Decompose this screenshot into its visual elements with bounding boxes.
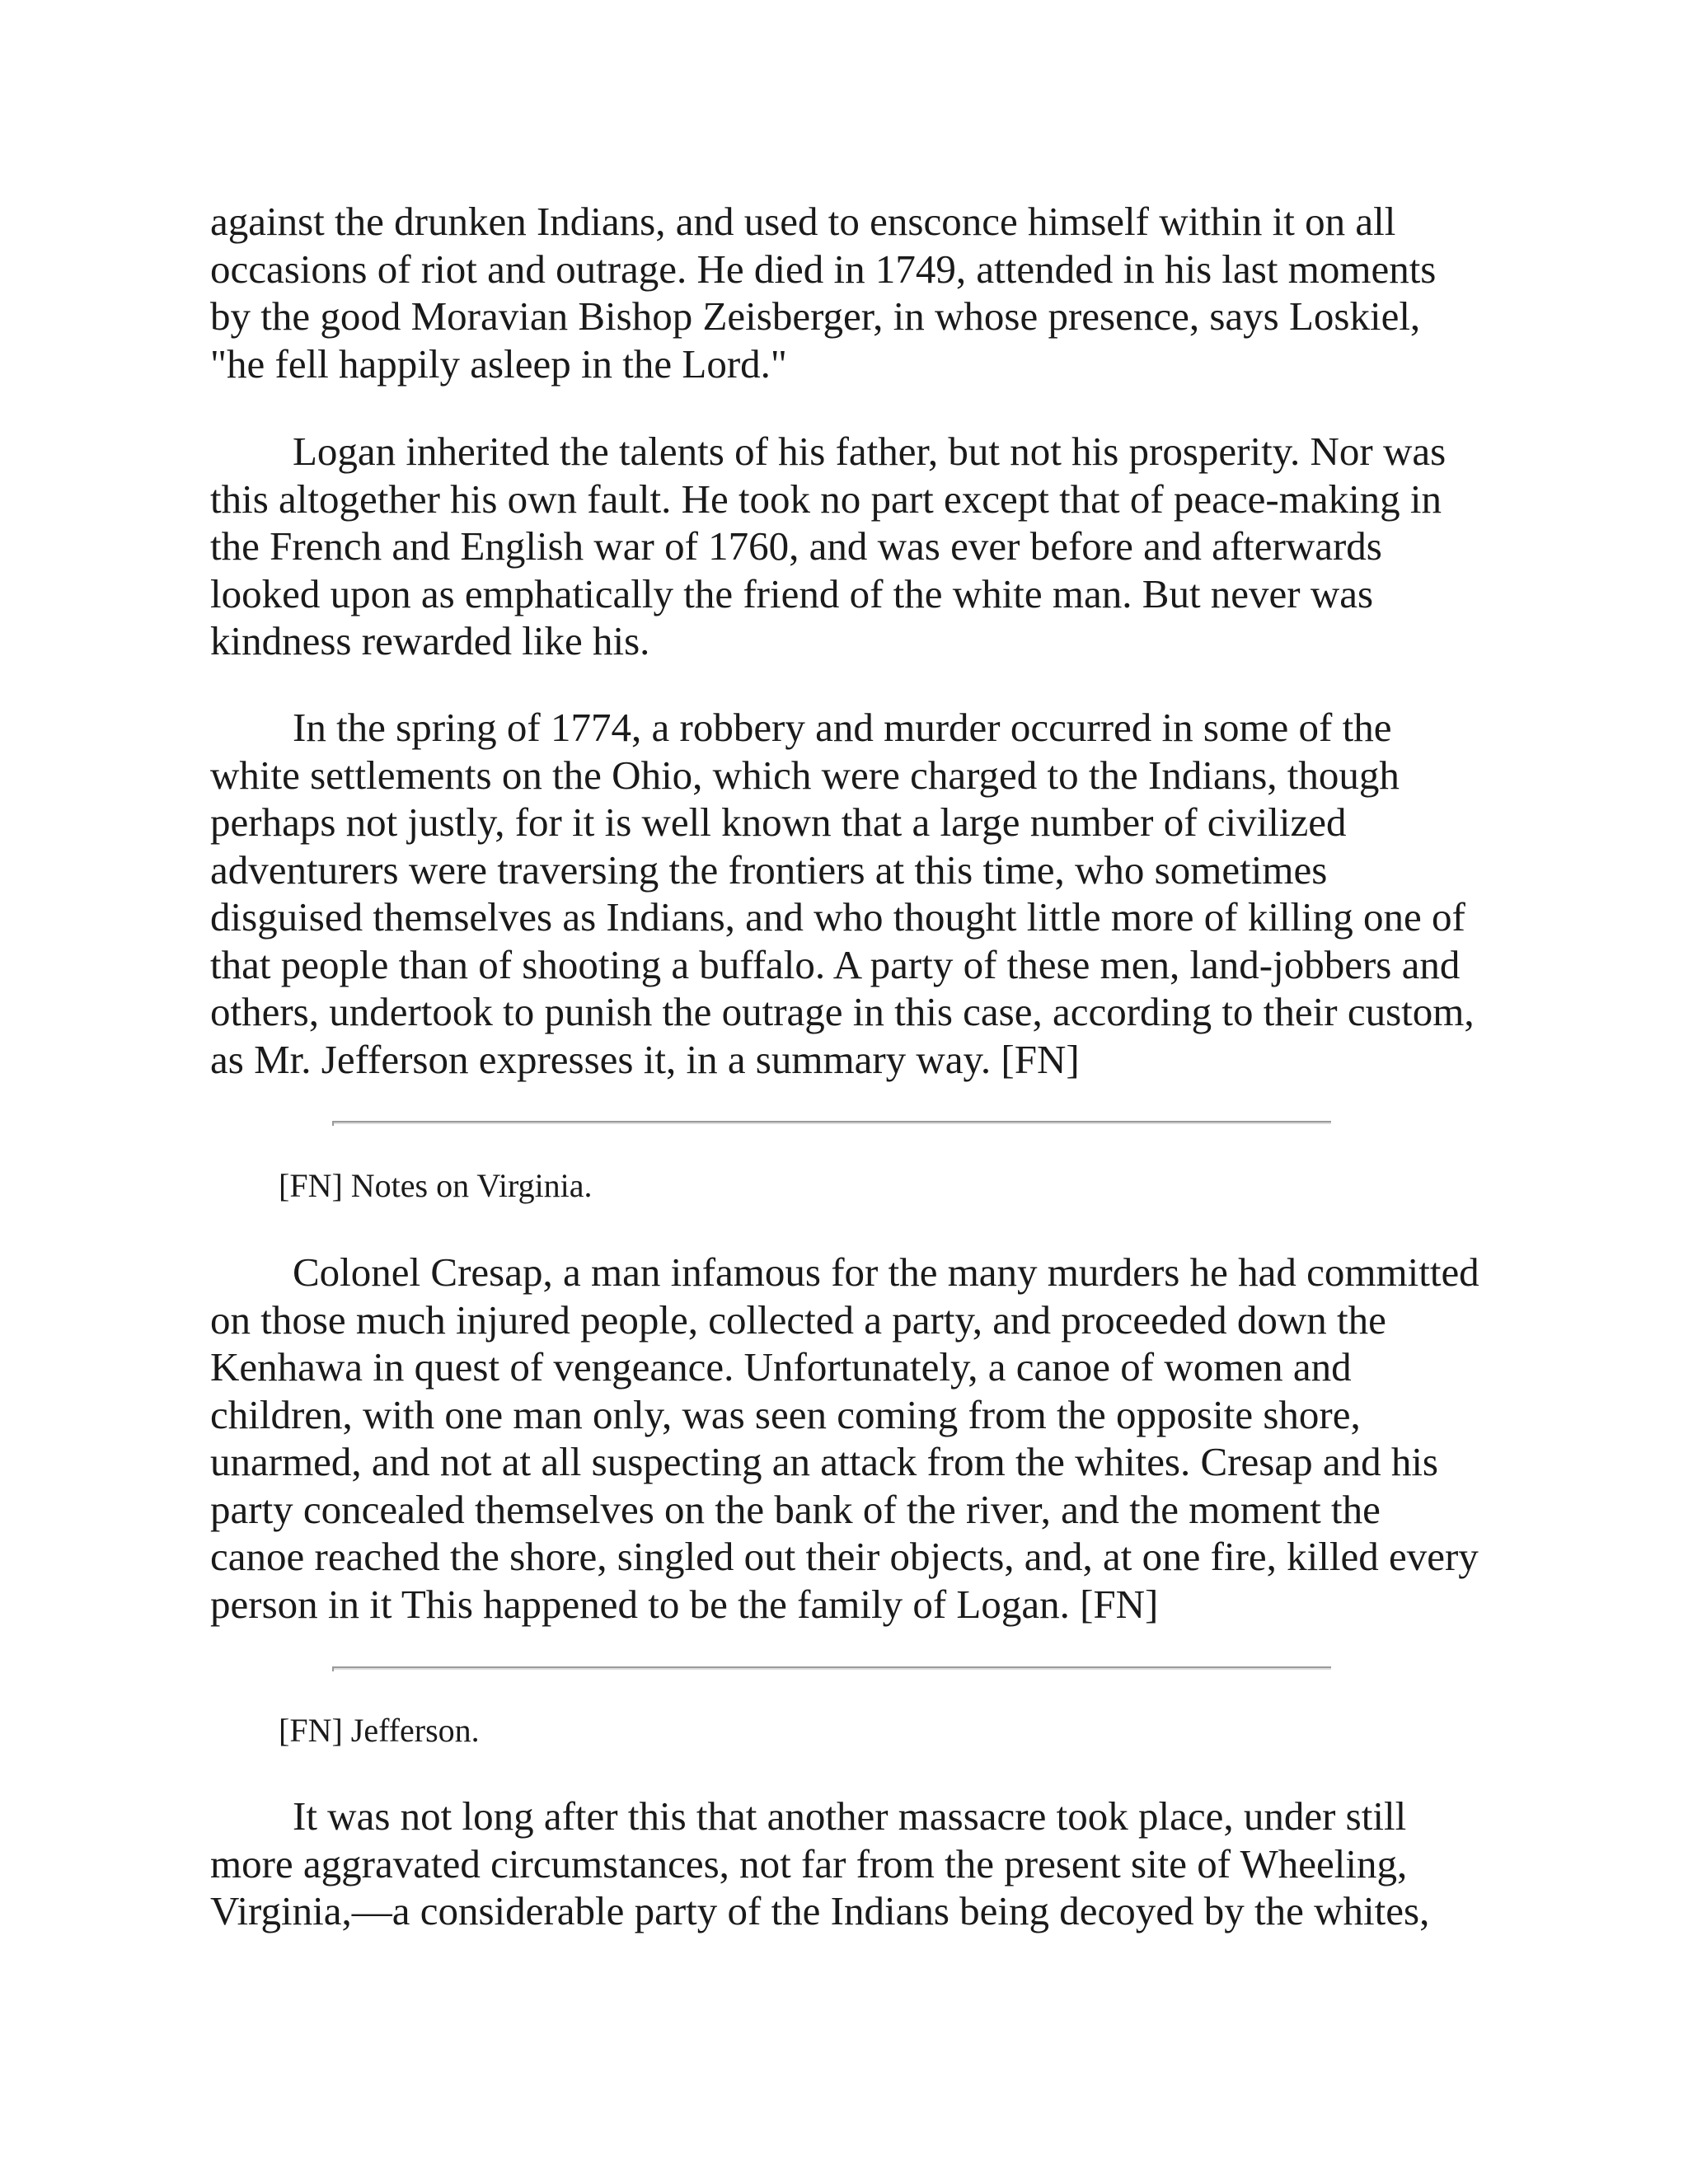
paragraph-text: It was not long after this that another massacre took place, under still more aggravated circumstances, not far from the present site of Wheeling, Virginia,—a considerable party of the Indians being decoyed by the whites,: [210, 1793, 1430, 1933]
footnote-separator: [332, 1121, 1331, 1124]
paragraph-another-massacre: [210, 1793, 1484, 1935]
paragraph-continuation: [210, 198, 1484, 387]
paragraph-text: against the drunken Indians, and used to ensconce himself within it on all occasions of riot and outrage. He died in 1749, attended in his last moments by the good Moravian Bishop Zeisberger, in whose presence, says Loskiel, "he fell happily asleep in the Lord.": [210, 199, 1437, 387]
paragraph-text: In the spring of 1774, a robbery and murder occurred in some of the white settlements on the Ohio, which were charged to the Indians, though perhaps not justly, for it is well known that a large number of civilized adventurers were traversing the frontiers at this time, who sometimes disguised themselves as Indians, and who thought little more of killing one of that people than of shooting a buffalo. A party of these men, land-jobbers and others, undertook to punish the outrage in this case, according to their custom, as Mr. Jefferson expresses it, in a summary way. [FN]: [210, 705, 1475, 1082]
paragraph-colonel-cresap: [210, 1249, 1484, 1628]
paragraph-text: Logan inherited the talents of his father, but not his prosperity. Nor was this altogether his own fault. He took no part except that of peace-making in the French and English war of 1760, and was ever before and afterwards looked upon as emphatically the friend of the white man. But never was kindness rewarded like his.: [210, 429, 1447, 663]
paragraph-spring-1774: [210, 704, 1484, 1083]
footnote-separator: [332, 1666, 1331, 1670]
paragraph-logan-inheritance: [210, 428, 1484, 665]
footnote-notes-on-virginia: [FN] Notes on Virginia.: [279, 1167, 593, 1204]
paragraph-text: Colonel Cresap, a man infamous for the many murders he had committed on those much injured people, collected a party, and proceeded down the Kenhawa in quest of vengeance. Unfortunately, a canoe of women and children, with one man only, was seen coming from the opposite shore, unarmed, and not at all suspecting an attack from the whites. Cresap and his party concealed themselves on the bank of the river, and the moment the canoe reached the shore, singled out their objects, and, at one fire, killed every person in it This happened to be the family of Logan. [FN]: [210, 1249, 1479, 1627]
footnote-jefferson: [FN] Jefferson.: [279, 1712, 480, 1749]
